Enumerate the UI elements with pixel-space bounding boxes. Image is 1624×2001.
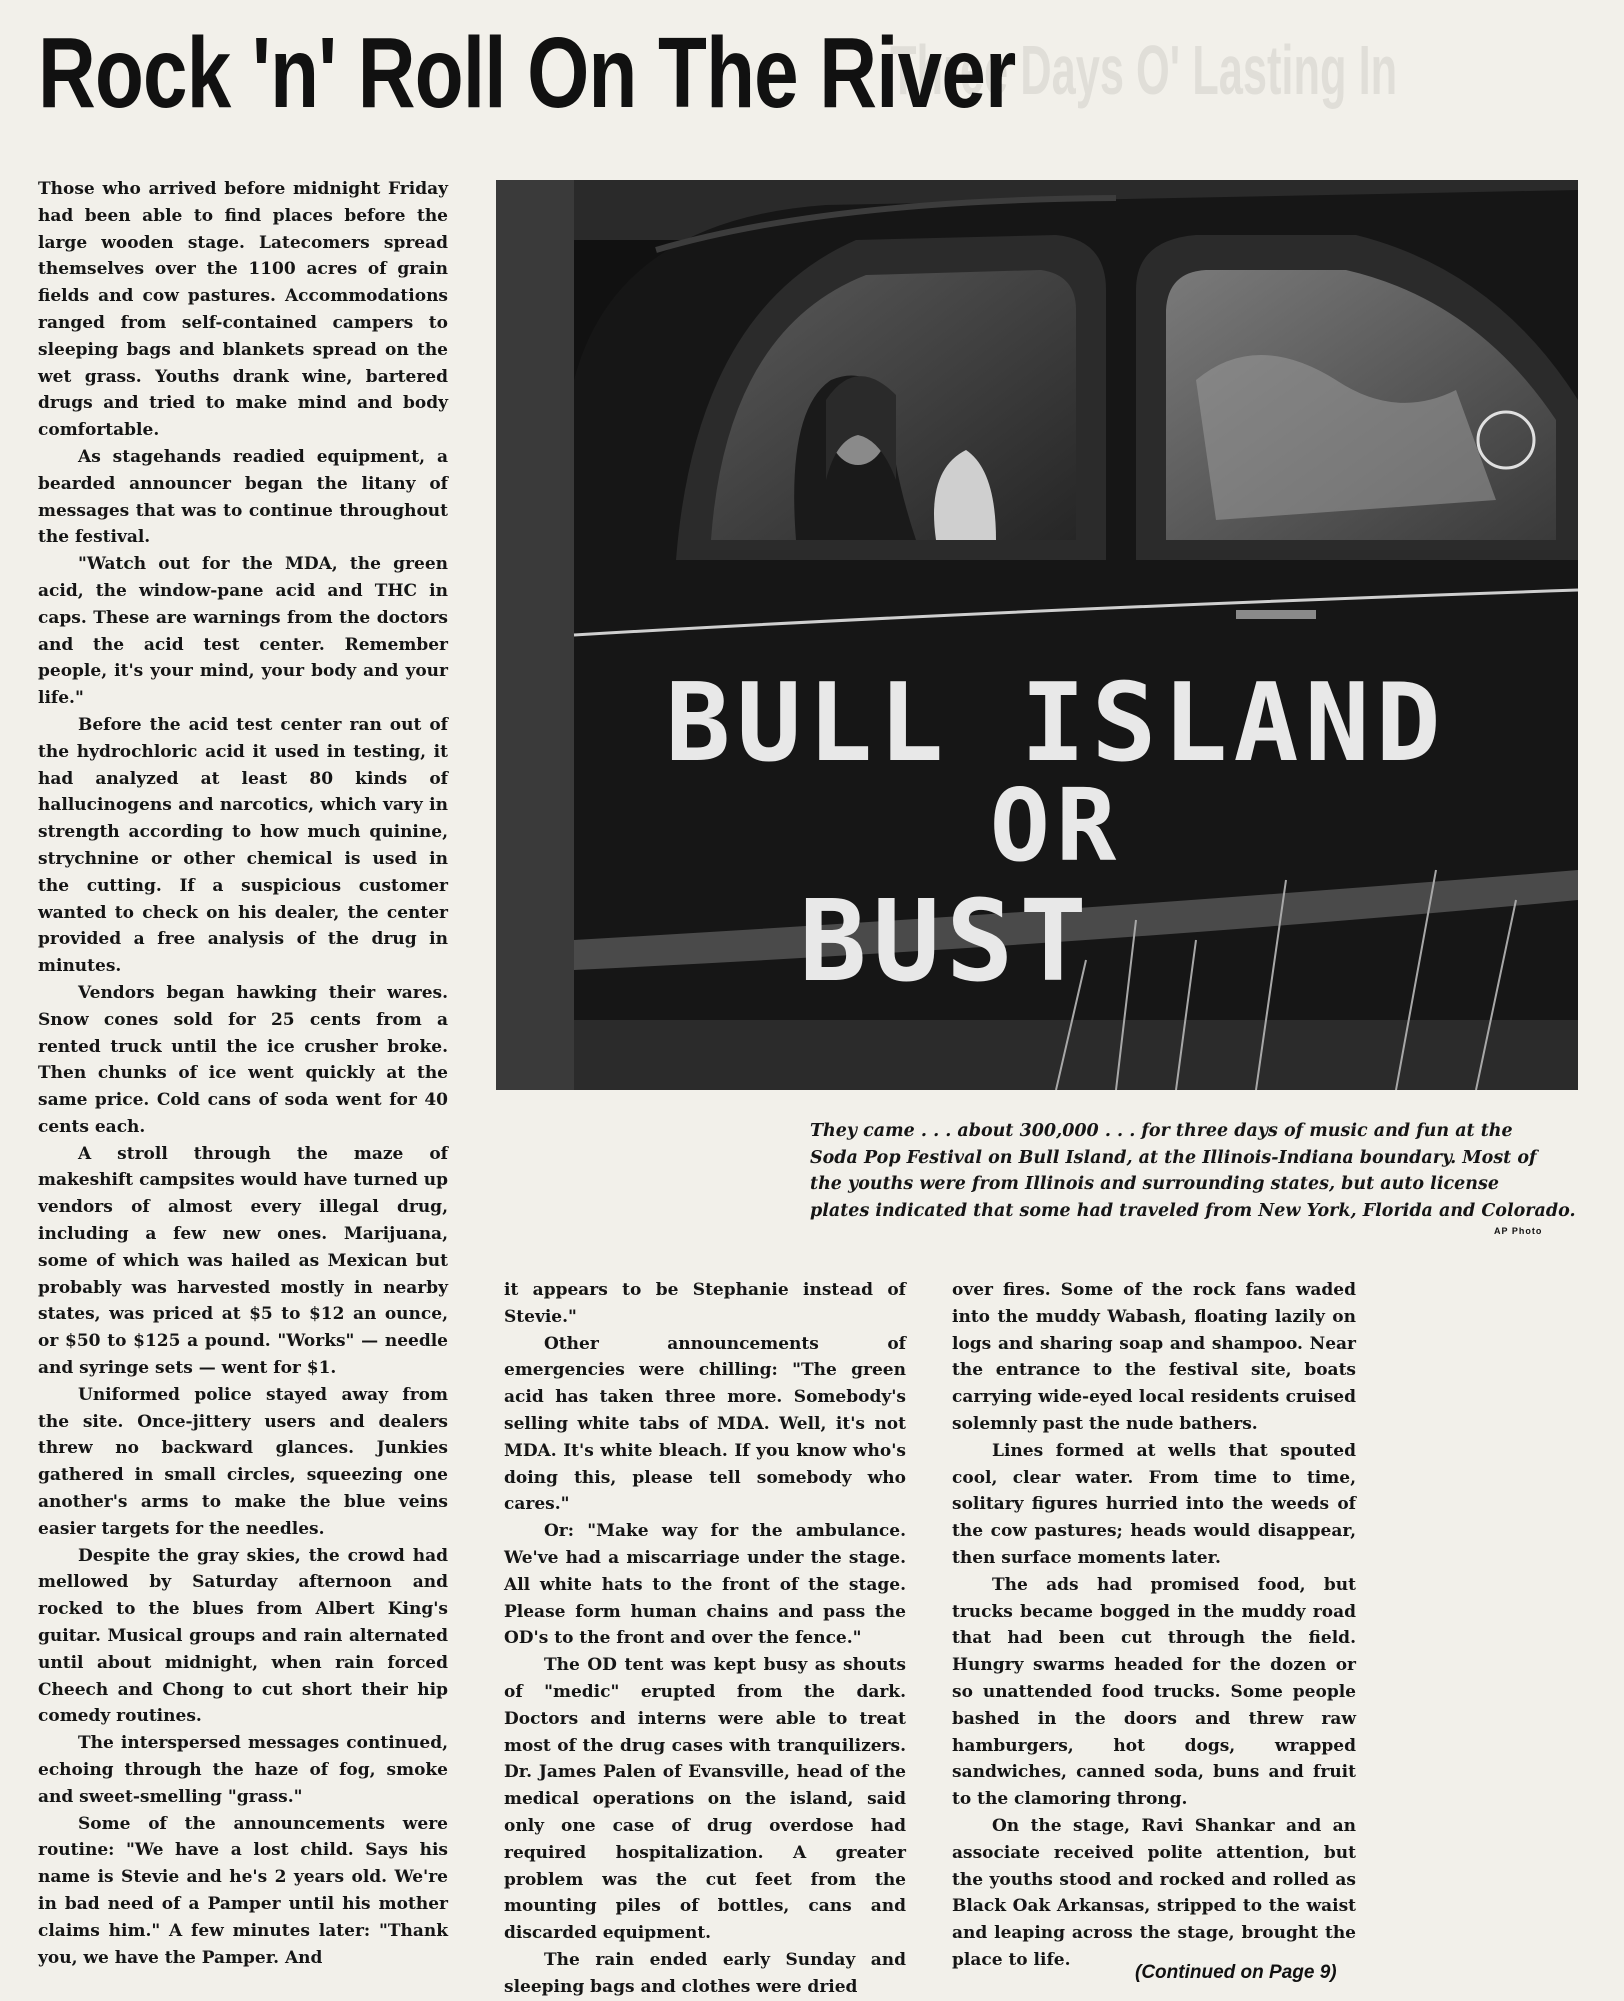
paragraph: Lines formed at wells that spouted cool, clear water. From time to time, solitary figures hurried into the weeds of the cow pastures; heads would disappear, then surface moments later. — [952, 1440, 1356, 1568]
paragraph: Despite the gray skies, the crowd had mellowed by Saturday afternoon and rocked to the blues from Albert King's guitar. Musical groups and rain alternated until about midnight, when rain forced Cheech and Chong to cut short their hip comedy routines. — [38, 1545, 448, 1727]
car-photo-illustration — [496, 180, 1578, 1090]
sign-line-1: BULL ISLAND — [665, 661, 1447, 786]
caption-line: the youths were from Illinois and surrounding states, but auto license — [810, 1174, 1499, 1194]
paragraph: Other announcements of emergencies were chilling: "The green acid has taken three more. Somebody's selling white tabs of MDA. Well, it's not MDA. It's white bleach. If you know who's doing this, please tell somebody who cares." — [504, 1333, 906, 1515]
sign-line-3: BUST — [799, 877, 1093, 1007]
headline: Rock 'n' Roll On The River — [38, 17, 1016, 129]
paragraph: The ads had promised food, but trucks became bogged in the muddy road that had been cut through the field. Hungry swarms headed for the dozen or so unattended food trucks. Some people bashed in the doors and threw raw hamburgers, hot dogs, wrapped sandwiches, canned soda, buns and fruit to the clamoring throng. — [952, 1574, 1356, 1810]
paragraph: A stroll through the maze of makeshift campsites would have turned up vendors of almost every illegal drug, including a few new ones. Marijuana, some of which was hailed as Mexican but probably was harvested mostly in nearby states, was priced at $5 to $12 an ounce, or $50 to $125 a pound. "Works" — needle and syringe sets — went for $1. — [38, 1143, 448, 1379]
paragraph: "Watch out for the MDA, the green acid, the window-pane acid and THC in caps. These are warnings from the doctors and the acid test center. Remember people, it's your mind, your body and your life." — [38, 554, 448, 709]
paragraph: Uniformed police stayed away from the site. Once-jittery users and dealers threw no backward glances. Junkies gathered in small circles, squeezing one another's arms to make the blue veins easier targets for the needles. — [38, 1384, 448, 1539]
paragraph: over fires. Some of the rock fans waded into the muddy Wabash, floating lazily on logs and sharing soap and shampoo. Near the entrance to the festival site, boats carrying wide-eyed local residents cruised solemnly past the nude bathers. — [952, 1280, 1356, 1434]
article-column-3 — [952, 1277, 1356, 1974]
paragraph: it appears to be Stephanie instead of Stevie." — [504, 1280, 906, 1327]
paragraph: Vendors began hawking their wares. Snow cones sold for 25 cents from a rented truck until the ice crusher broke. Then chunks of ice went quickly at the same price. Cold cans of soda went for 40 cents each. — [38, 982, 448, 1137]
bleed-through-headline: Three Days O' Lasting In — [890, 31, 1398, 109]
continued-notice: (Continued on Page 9) — [1135, 1962, 1337, 1983]
paragraph: The interspersed messages continued, echoing through the haze of fog, smoke and sweet-smelling "grass." — [38, 1733, 448, 1807]
paragraph: Some of the announcements were routine: "We have a lost child. Says his name is Stevie and he's 2 years old. We're in bad need of a Pamper until his mother claims him." A few minutes later: "Thank you, we have the Pamper. And — [38, 1813, 448, 1968]
photo-credit: AP Photo — [1494, 1226, 1543, 1236]
paragraph: Or: "Make way for the ambulance. We've had a miscarriage under the stage. All white hats to the front of the stage. Please form human chains and pass the OD's to the front and over the fence." — [504, 1521, 906, 1649]
article-column-1 — [38, 176, 448, 1971]
car-photo — [496, 180, 1578, 1090]
caption-line: plates indicated that some had traveled from New York, Florida and Colorado. — [810, 1200, 1576, 1221]
paragraph: Before the acid test center ran out of the hydrochloric acid it used in testing, it had analyzed at least 80 kinds of hallucinogens and narcotics, which vary in strength according to how much quinine, strychnine or other chemical is used in the cutting. If a suspicious customer wanted to check on his dealer, the center provided a free analysis of the drug in minutes. — [38, 714, 448, 977]
sign-line-2: OR — [989, 767, 1123, 884]
caption-line: Soda Pop Festival on Bull Island, at the Illinois-Indiana boundary. Most of — [810, 1147, 1537, 1168]
paragraph: The OD tent was kept busy as shouts of "medic" erupted from the dark. Doctors and interns were able to treat most of the drug cases with tranquilizers. Dr. James Palen of Evansville, head of the medical operations on the island, said only one case of drug overdose had required hospitalization. A greater problem was the cut feet from the mounting piles of bottles, cans and discarded equipment. — [504, 1655, 906, 1944]
paragraph: On the stage, Ravi Shankar and an associate received polite attention, but the youths stood and rocked and rolled as Black Oak Arkansas, stripped to the waist and leaping across the stage, brought the place to life. — [952, 1815, 1356, 1970]
paragraph: As stagehands readied equipment, a bearded announcer began the litany of messages that was to continue throughout the festival. — [38, 446, 448, 548]
article-column-2 — [504, 1277, 906, 2001]
paragraph: The rain ended early Sunday and sleeping bags and clothes were dried — [504, 1949, 906, 1997]
paragraph: Those who arrived before midnight Friday had been able to find places before the large wooden stage. Latecomers spread themselves over the 1100 acres of grain fields and cow pastures. Accommodations ranged from self-contained campers to sleeping bags and blankets spread on the wet grass. Youths drank wine, bartered drugs and tried to make mind and body comfortable. — [38, 179, 448, 441]
caption-line: They came . . . about 300,000 . . . for three days of music and fun at the — [810, 1121, 1513, 1141]
photo-caption — [810, 1118, 1578, 1224]
